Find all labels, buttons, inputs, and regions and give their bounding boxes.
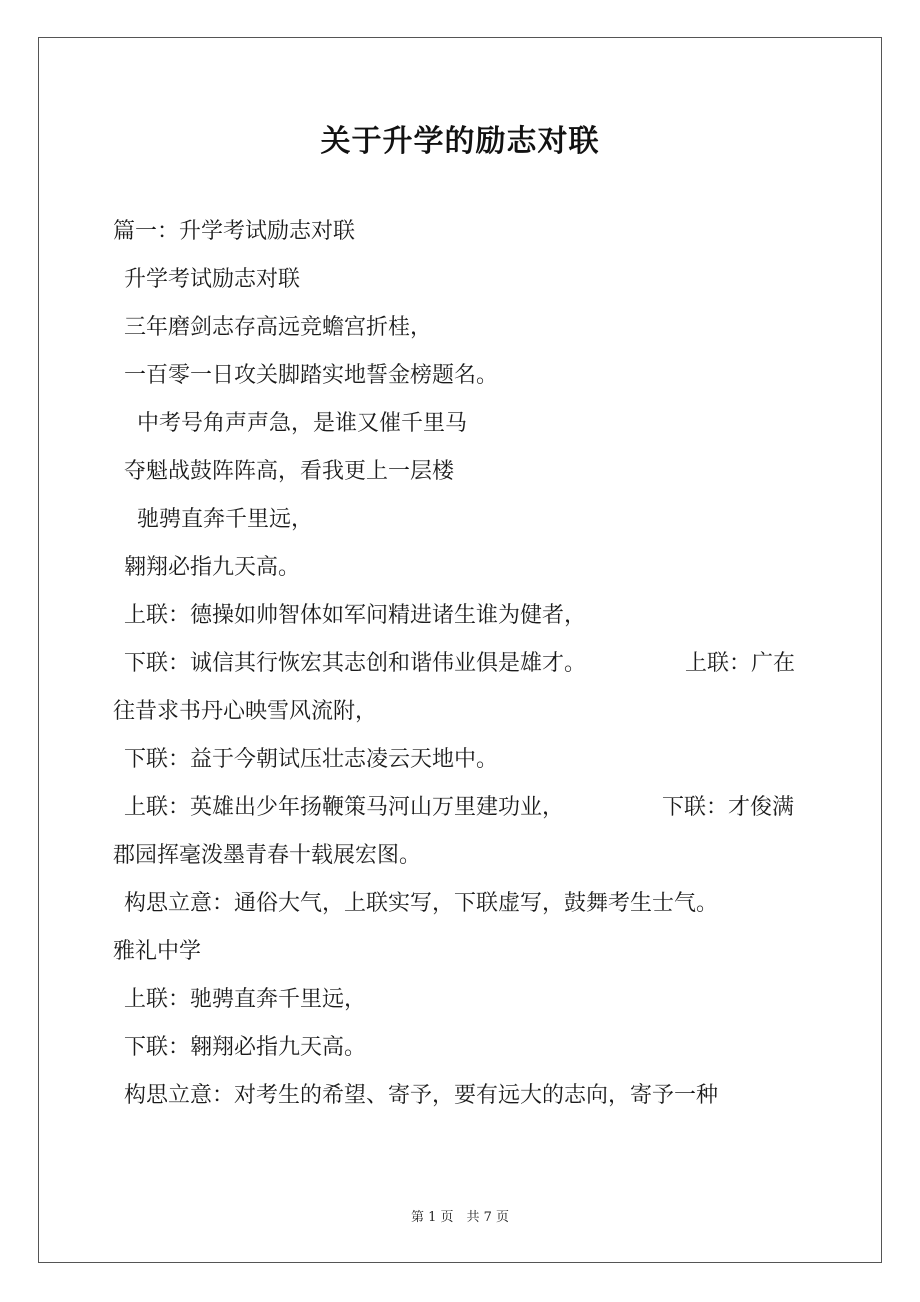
text-line: 下联：才俊满 xyxy=(662,795,795,820)
document-title: 关于升学的励志对联 xyxy=(320,124,600,159)
text-line: 雅礼中学 xyxy=(113,939,202,964)
text-line: 下联：翱翔必指九天高。 xyxy=(124,1035,367,1060)
text-line: 驰骋直奔千里远， xyxy=(137,507,314,532)
text-line: 上联：广在 xyxy=(685,651,796,676)
text-line: 升学考试励志对联 xyxy=(124,267,301,292)
text-line: 中考号角声声急，是谁又催千里马 xyxy=(137,411,468,436)
text-line: 一百零一日攻关脚踏实地誓金榜题名。 xyxy=(124,363,499,388)
text-line: 往昔求书丹心映雪风流附， xyxy=(113,699,378,724)
text-line: 夺魁战鼓阵阵高，看我更上一层楼 xyxy=(124,459,455,484)
text-line: 翱翔必指九天高。 xyxy=(124,555,301,580)
text-line: 下联：诚信其行恢宏其志创和谐伟业俱是雄才。 xyxy=(124,651,587,676)
text-line: 下联：益于今朝试压壮志凌云天地中。 xyxy=(124,747,499,772)
text-line: 构思立意：对考生的希望、寄予，要有远大的志向，寄予一种 xyxy=(124,1083,719,1108)
text-line: 郡园挥毫泼墨青春十载展宏图。 xyxy=(113,843,422,868)
text-line-heading: 篇一：升学考试励志对联 xyxy=(113,219,356,244)
text-line: 上联：英雄出少年扬鞭策马河山万里建功业， xyxy=(124,795,565,820)
text-line: 上联：驰骋直奔千里远， xyxy=(124,987,367,1012)
page-number-footer: 第 1 页 共 7 页 xyxy=(410,1210,510,1225)
text-line: 构思立意：通俗大气，上联实写，下联虚写，鼓舞考生士气。 xyxy=(124,891,719,916)
text-line: 上联：德操如帅智体如军问精进诸生谁为健者， xyxy=(124,603,587,628)
text-line: 三年磨剑志存高远竞蟾宫折桂， xyxy=(124,315,433,340)
